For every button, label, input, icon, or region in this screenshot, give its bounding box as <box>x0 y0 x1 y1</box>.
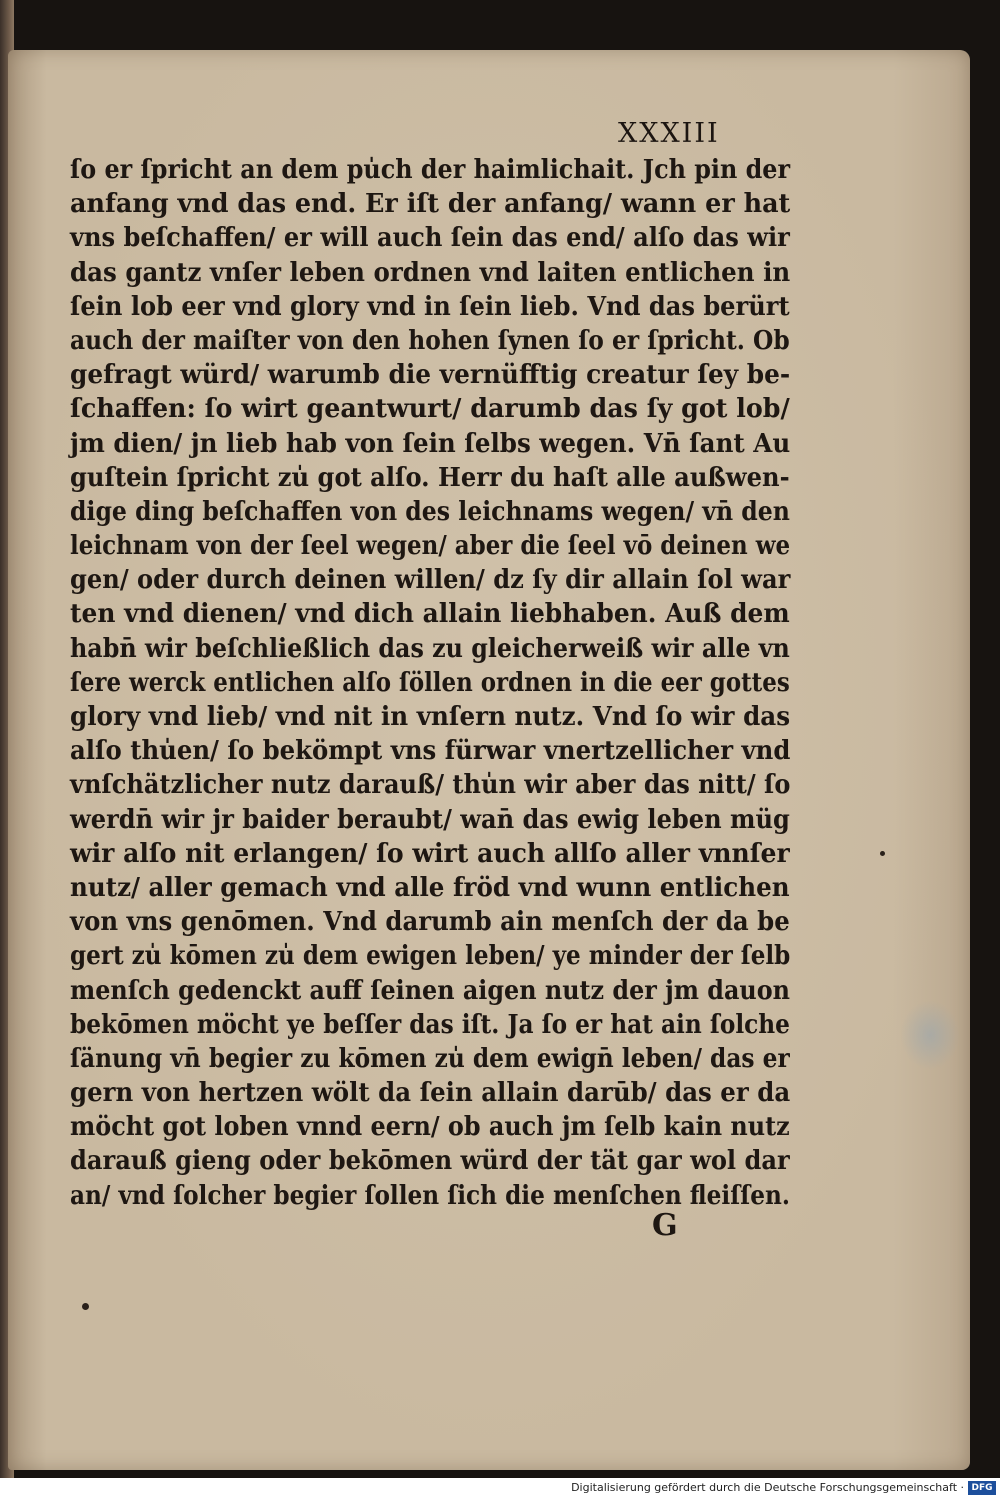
body-text <box>70 153 790 1213</box>
text-line: vns beſchaffen/ er will auch ſein das end/ alſo das wir <box>70 223 790 254</box>
text-line: ten vnd dienen/ vnd dich allain liebhaben. Auß dem <box>70 599 790 630</box>
text-line: ſere werck entlichen alſo ſöllen ordnen in die eer gottes <box>70 667 790 698</box>
text-line: bekōmen möcht ye beſſer das iſt. Ja ſo er hat ain ſolche <box>70 1009 790 1040</box>
text-line: gefragt würd/ warumb die vernüfftig creatur ſey be- <box>70 360 791 391</box>
text-line: menſch gedenckt auff ſeinen aigen nutz der jm dauon <box>70 975 790 1006</box>
text-line: von vns genōmen. Vnd darumb ain menſch der da be <box>70 907 790 938</box>
text-line: ſchaffen: ſo wirt geantwurt/ darumb das ſy got lob/ <box>70 394 790 425</box>
text-line: möcht got loben vnnd eern/ ob auch jm ſelb kain nutz <box>70 1112 790 1143</box>
ink-spot <box>82 1303 89 1310</box>
ink-spot <box>880 851 885 856</box>
text-line: das gantz vnſer leben ordnen vnd laiten entlichen in <box>70 257 791 288</box>
text-line: darauß gieng oder bekōmen würd der tät gar wol dar <box>70 1146 790 1177</box>
text-line: gert zu̍ kōmen zu̍ dem ewigen leben/ ye minder der ſelb <box>70 941 791 972</box>
funding-credit: Digitalisierung gefördert durch die Deutsche Forschungsgemeinschaft · <box>571 1481 964 1494</box>
text-line: ſein lob eer vnd glory vnd in ſein lieb. Vnd das berürt <box>70 291 790 322</box>
text-line: ſänung vn̄ begier zu kōmen zu̍ dem ewign̄ leben/ das er <box>70 1043 790 1074</box>
text-line: nutz/ aller gemach vnd alle fröd vnd wunn entlichen <box>70 872 790 903</box>
text-line: dige ding beſchaffen von des leichnams wegen/ vn̄ den <box>70 496 790 527</box>
text-line: ſo er ſpricht an dem pu̍ch der haimlichait. Jch pin der <box>70 155 791 185</box>
dfg-logo-icon: DFG <box>968 1481 996 1495</box>
text-line: gern von hertzen wölt da ſein allain darūb/ das er da <box>70 1078 791 1109</box>
text-line: guſtein ſpricht zu̍ got alſo. Herr du haſt alle außwen- <box>70 462 790 493</box>
catchword-signature: G <box>652 1208 678 1243</box>
text-line: werdn̄ wir jr baider beraubt/ wan̄ das ewig leben müg <box>70 804 790 835</box>
text-line: glory vnd lieb/ vnd nit in vnſern nutz. Vnd ſo wir das <box>70 702 791 732</box>
footer-bar <box>0 1478 1000 1499</box>
text-line: auch der maiſter von den hohen ſynen ſo er ſpricht. Ob <box>70 325 790 356</box>
text-line: vnſchätzlicher nutz darauß/ thu̍n wir aber das nitt/ ſo <box>70 770 791 801</box>
text-line: habn̄ wir beſchließlich das zu gleicherweiß wir alle vn <box>70 633 790 664</box>
text-line: anfang vnd das end. Er iſt der anfang/ wann er hat <box>70 189 791 220</box>
text-line: gen/ oder durch deinen willen/ dz ſy dir allain ſol war <box>70 565 791 596</box>
text-line: alſo thu̍en/ ſo bekömpt vns fürwar vnertzellicher vnd <box>70 736 791 767</box>
text-line: an/ vnd ſolcher begier ſollen ſich die menſchen fleiſſen. <box>70 1180 790 1211</box>
text-line: jm dien/ jn lieb hab von ſein ſelbs wegen. Vn̄ ſant Au <box>70 428 791 459</box>
paper-stain <box>900 1000 960 1070</box>
folio-number: XXXIII <box>618 118 720 149</box>
text-line: leichnam von der ſeel wegen/ aber die ſeel vō deinen we <box>70 531 791 562</box>
text-line: wir alſo nit erlangen/ ſo wirt auch allſo aller vnnſer <box>70 838 790 869</box>
